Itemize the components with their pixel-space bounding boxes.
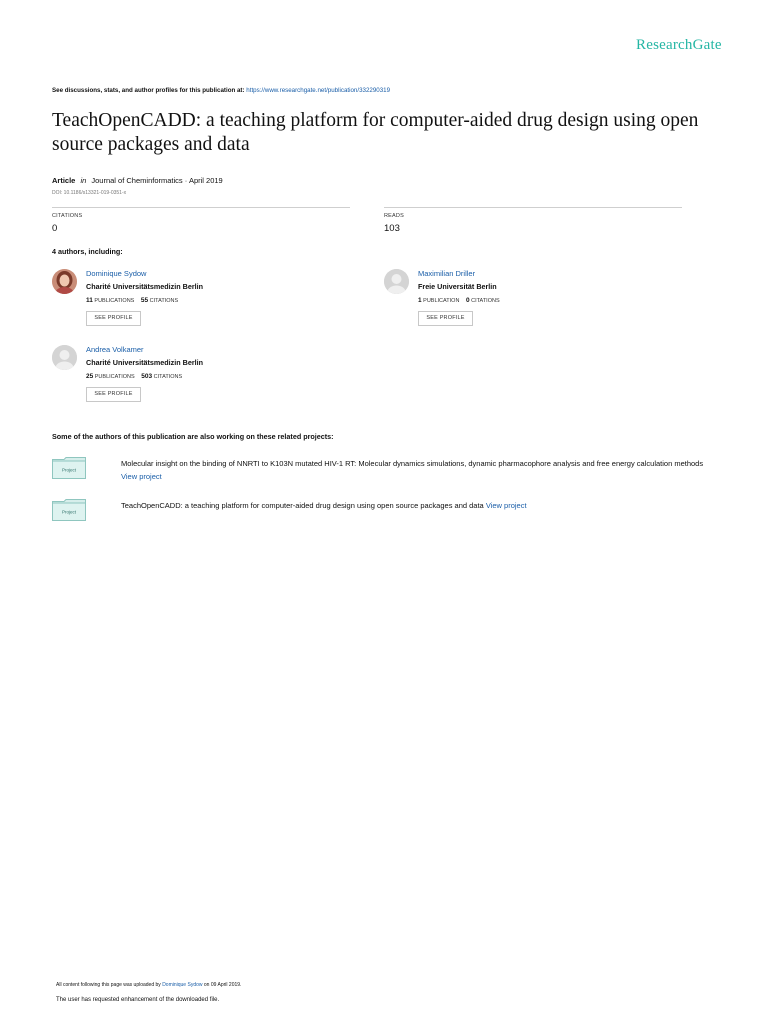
uploader-link[interactable]: Dominique Sydow	[162, 982, 203, 988]
project-folder-label: Project	[61, 509, 77, 515]
citations-divider	[52, 207, 350, 208]
user-silhouette-icon	[384, 269, 409, 294]
project-title: Molecular insight on the binding of NNRTI to K103N mutated HIV-1 RT: Molecular dynamics simulations, dynamic pharmacophore analysis and free energy calculation methods	[121, 459, 704, 468]
view-project-link[interactable]: View project	[485, 501, 527, 510]
publication-type: Article	[52, 176, 76, 185]
upload-note	[56, 982, 241, 988]
citations-label: CITATIONS	[471, 298, 500, 304]
in-word: in	[80, 176, 87, 185]
upload-note-prefix: All content following this page was uploaded by	[56, 982, 161, 988]
citation-count: 55	[140, 297, 149, 304]
author-institution: Freie Universität Berlin	[418, 282, 497, 291]
publications-label: PUBLICATIONS	[94, 374, 135, 380]
user-silhouette-icon	[52, 345, 77, 370]
see-profile-button[interactable]: SEE PROFILE	[86, 387, 141, 402]
enhancement-note: The user has requested enhancement of the downloaded file.	[56, 997, 220, 1003]
citations-label: CITATIONS	[149, 298, 179, 304]
citations-label: CITATIONS	[153, 374, 183, 380]
citations-label: CITATIONS	[52, 213, 83, 219]
journal-name: Journal of Cheminformatics	[91, 176, 183, 185]
publication-count: 11	[86, 297, 93, 304]
publication-date: April 2019	[188, 176, 223, 185]
citation-count: 0	[465, 297, 470, 304]
discussions-line	[52, 87, 390, 94]
date-separator: ·	[182, 176, 189, 185]
author-stats	[418, 297, 500, 304]
citations-value: 0	[52, 223, 58, 234]
see-profile-button[interactable]: SEE PROFILE	[86, 311, 141, 326]
projects-heading: Some of the authors of this publication are also working on these related projects:	[52, 432, 334, 441]
author-stats	[86, 297, 178, 304]
reads-label: READS	[384, 213, 404, 219]
authors-heading: 4 authors, including:	[52, 247, 123, 256]
publication-doi: DOI: 10.1186/s13321-019-0351-x	[52, 190, 127, 196]
publication-url-link[interactable]: https://www.researchgate.net/publication/332290319	[246, 87, 391, 94]
publications-label: PUBLICATION	[423, 298, 460, 304]
publication-title: TeachOpenCADD: a teaching platform for computer-aided drug design using open source packages and data	[52, 110, 699, 155]
project-folder-icon[interactable]	[52, 499, 86, 521]
see-profile-button[interactable]: SEE PROFILE	[418, 311, 473, 326]
person-photo-icon	[52, 269, 77, 294]
project-folder-icon[interactable]	[52, 457, 86, 479]
author-institution: Charité Universitätsmedizin Berlin	[86, 282, 204, 291]
project-item	[52, 457, 732, 487]
publication-meta	[52, 176, 223, 185]
placeholder-avatar[interactable]	[384, 269, 409, 294]
project-folder-label: Project	[61, 467, 77, 473]
project-description	[121, 457, 721, 483]
project-title: TeachOpenCADD: a teaching platform for computer-aided drug design using open source packages and data	[121, 501, 484, 510]
view-project-link[interactable]: View project	[121, 472, 162, 481]
citation-count: 503	[141, 373, 153, 380]
publications-label: PUBLICATIONS	[94, 298, 135, 304]
publication-count: 25	[86, 373, 94, 380]
author-card	[52, 269, 352, 339]
photo-avatar[interactable]	[52, 269, 77, 294]
publication-count: 1	[418, 297, 422, 304]
researchgate-logo[interactable]: ResearchGate	[636, 37, 722, 53]
author-name-link[interactable]: Maximilian Driller	[418, 269, 476, 278]
discussions-text: See discussions, stats, and author profiles for this publication at:	[52, 87, 245, 94]
author-card	[384, 269, 684, 339]
author-name-link[interactable]: Dominique Sydow	[86, 269, 147, 278]
author-name-link[interactable]: Andrea Volkamer	[86, 345, 144, 354]
upload-note-suffix: on 09 April 2019.	[203, 982, 242, 988]
project-item	[52, 499, 732, 523]
author-card	[52, 345, 352, 415]
author-stats	[86, 373, 182, 380]
project-description	[121, 499, 721, 512]
author-institution: Charité Universitätsmedizin Berlin	[86, 358, 204, 367]
placeholder-avatar[interactable]	[52, 345, 77, 370]
reads-divider	[384, 207, 682, 208]
reads-value: 103	[384, 223, 400, 234]
